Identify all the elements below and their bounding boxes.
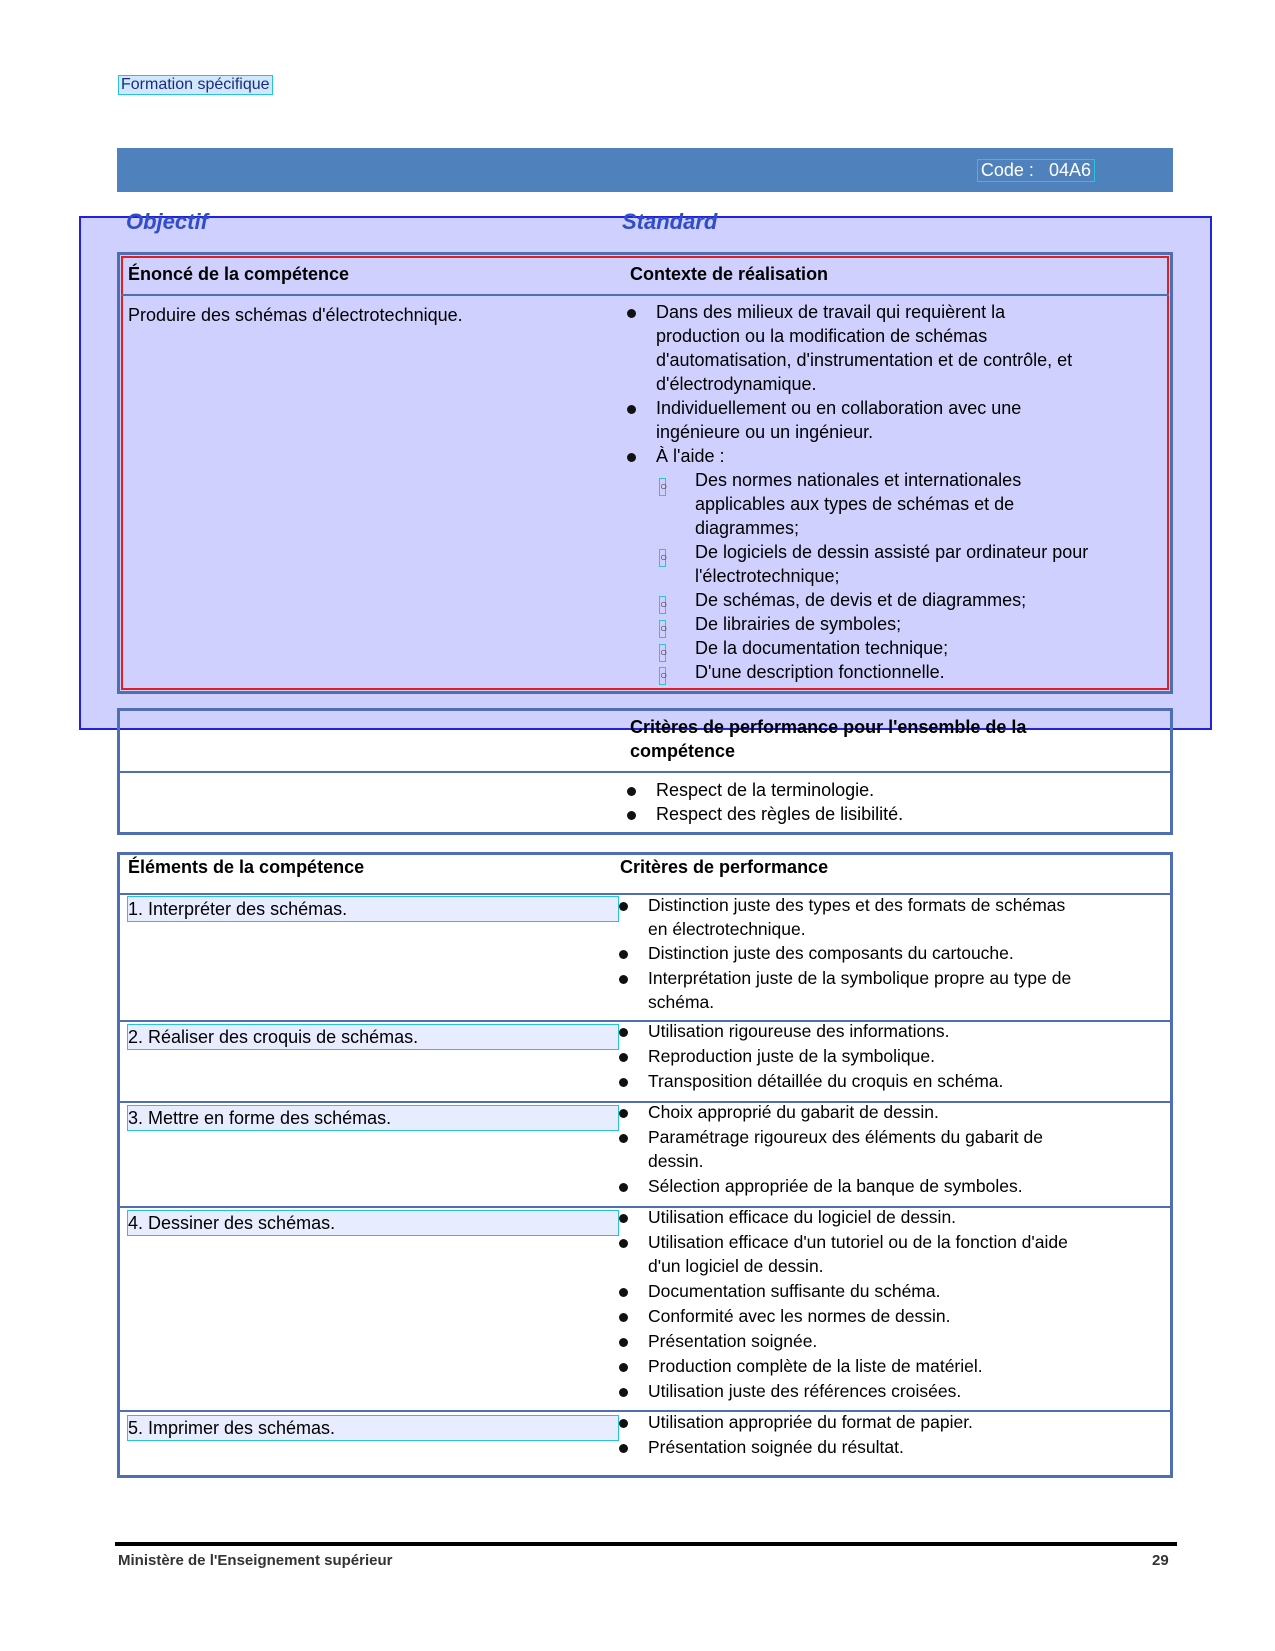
criteria-line: Distinction juste des types et des formats de schémas [648,895,1066,915]
criteria-line: Conformité avec les normes de dessin. [648,1306,951,1326]
contexte-line: À l'aide : [656,446,725,466]
bullet-icon [619,1313,628,1322]
bullet-icon [619,1183,628,1192]
criteria-line: schéma. [648,992,715,1012]
page-number: 29 [1152,1552,1169,1569]
element-label: 3. Mettre en forme des schémas. [127,1105,619,1131]
contexte-header: Contexte de réalisation [630,264,829,284]
elements-table [117,852,1173,1478]
contexte-line: Individuellement ou en collaboration avec une [656,398,1022,418]
bullet-icon [619,1338,628,1347]
criteria-line: Reproduction juste de la symbolique. [648,1046,935,1066]
bullet-icon [619,1134,628,1143]
criteria-line: Utilisation rigoureuse des informations. [648,1021,950,1041]
criteria-line: Paramétrage rigoureux des éléments du gabarit de [648,1127,1043,1147]
row-divider [120,1206,1170,1208]
enonce-text: Produire des schémas d'électrotechnique. [128,305,463,325]
bullet-icon [627,453,636,462]
bullet-icon [619,1388,628,1397]
contexte-subline: De la documentation technique; [695,638,949,658]
objectif-heading: Objectif [126,209,208,234]
contexte-subline: De librairies de symboles; [695,614,902,634]
criteria-line: dessin. [648,1151,704,1171]
bullet-icon [627,811,636,820]
sub-bullet-icon: ○ [659,620,666,638]
bullet-icon [627,787,636,796]
criteria-line: en électrotechnique. [648,919,806,939]
contexte-line: ingénieure ou un ingénieur. [656,422,874,442]
contexte-line: Dans des milieux de travail qui requièrent la [656,302,1006,322]
bullet-icon [619,1419,628,1428]
criteria-line: Présentation soignée. [648,1331,818,1351]
row-divider [120,1101,1170,1103]
performance-global-header-line1: Critères de performance pour l'ensemble de la [630,717,1027,737]
bullet-icon [619,1028,628,1037]
bullet-icon [619,1214,628,1223]
element-label: 2. Réaliser des croquis de schémas. [127,1024,619,1050]
bullet-icon [627,309,636,318]
criteria-line: Utilisation juste des références croisées. [648,1381,962,1401]
bullet-icon [619,1053,628,1062]
bullet-icon [619,902,628,911]
contexte-subline: applicables aux types de schémas et de [695,494,1015,514]
contexte-subline: De logiciels de dessin assisté par ordinateur pour [695,542,1089,562]
contexte-subline: Des normes nationales et internationales [695,470,1022,490]
bullet-icon [619,1109,628,1118]
contexte-subline: D'une description fonctionnelle. [695,662,945,682]
contexte-line: production ou la modification de schémas [656,326,988,346]
row-divider [120,1410,1170,1412]
bullet-icon [619,1239,628,1248]
criteria-line: Utilisation efficace d'un tutoriel ou de la fonction d'aide [648,1232,1068,1252]
element-label: 4. Dessiner des schémas. [127,1210,619,1236]
code-label [977,159,1095,182]
criteria-line: Interprétation juste de la symbolique propre au type de [648,968,1072,988]
contexte-subline: diagrammes; [695,518,800,538]
sub-bullet-icon: ○ [659,478,666,496]
code-label-text: Code : [980,160,1034,180]
criteria-line: Utilisation appropriée du format de papier. [648,1412,973,1432]
element-label: 1. Interpréter des schémas. [127,896,619,922]
sub-bullet-icon: ○ [659,667,666,685]
criteria-line: Choix approprié du gabarit de dessin. [648,1102,939,1122]
standard-heading: Standard [622,209,718,234]
competence-header-rule [121,294,1169,296]
criteria-line: Présentation soignée du résultat. [648,1437,904,1457]
bullet-icon [619,975,628,984]
performance-global-item: Respect de la terminologie. [656,780,875,800]
bullet-icon [619,1444,628,1453]
criteria-line: Documentation suffisante du schéma. [648,1281,941,1301]
bullet-icon [619,950,628,959]
criteria-header: Critères de performance [620,857,829,877]
sub-bullet-icon: ○ [659,596,666,614]
sub-bullet-icon: ○ [659,549,666,567]
elements-header: Éléments de la compétence [128,857,365,877]
enonce-header: Énoncé de la compétence [128,264,350,284]
bullet-icon [619,1288,628,1297]
performance-global-header-line2: compétence [630,741,736,761]
criteria-line: Utilisation efficace du logiciel de dessin. [648,1207,957,1227]
performance-header-rule [120,771,1170,773]
element-label: 5. Imprimer des schémas. [127,1415,619,1441]
footer-ministry: Ministère de l'Enseignement supérieur [118,1552,393,1569]
criteria-line: Distinction juste des composants du cartouche. [648,943,1014,963]
bullet-icon [619,1363,628,1372]
footer-rule [115,1542,1177,1546]
bullet-icon [627,405,636,414]
contexte-line: d'électrodynamique. [656,374,817,394]
code-bar [117,148,1173,192]
performance-global-item: Respect des règles de lisibilité. [656,804,904,824]
code-value: 04A6 [1048,160,1091,180]
criteria-line: Transposition détaillée du croquis en schéma. [648,1071,1004,1091]
contexte-subline: De schémas, de devis et de diagrammes; [695,590,1027,610]
contexte-subline: l'électrotechnique; [695,566,840,586]
row-divider [120,1020,1170,1022]
criteria-line: d'un logiciel de dessin. [648,1256,824,1276]
bullet-icon [619,1078,628,1087]
criteria-line: Production complète de la liste de matériel. [648,1356,983,1376]
criteria-line: Sélection appropriée de la banque de symboles. [648,1176,1023,1196]
contexte-line: d'automatisation, d'instrumentation et de contrôle, et [656,350,1073,370]
sub-bullet-icon: ○ [659,644,666,662]
section-label: Formation spécifique [118,75,273,95]
